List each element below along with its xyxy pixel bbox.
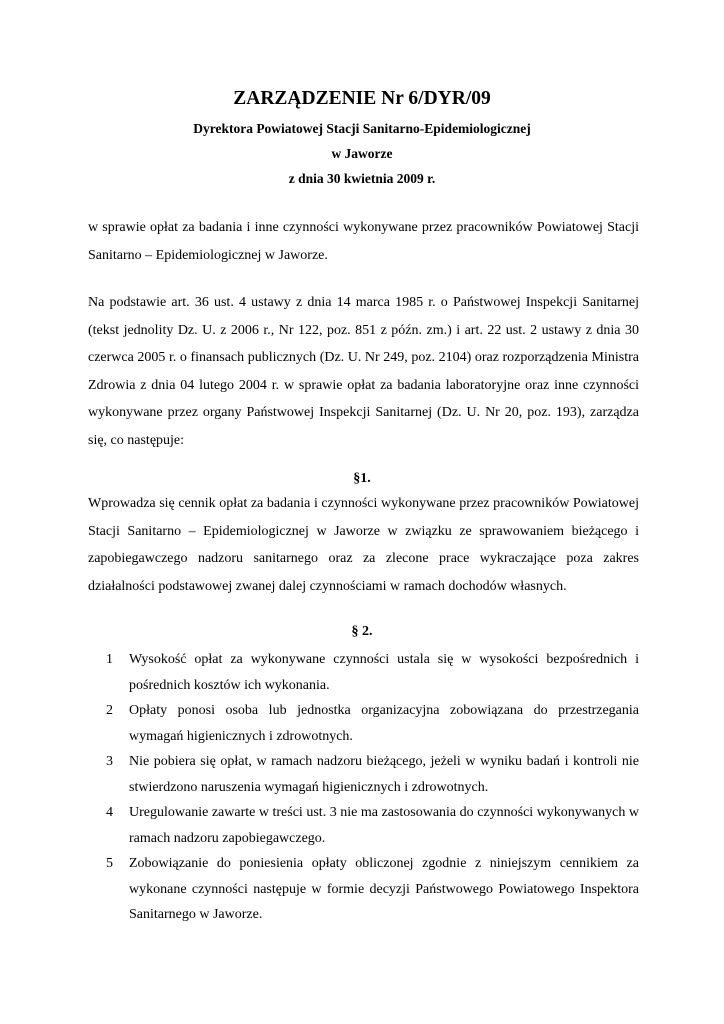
date-line: z dnia 30 kwietnia 2009 r. [288, 171, 436, 186]
list-item-number: 2 [106, 703, 113, 718]
section-1-heading: §1. [353, 471, 371, 486]
list-item [88, 647, 639, 698]
list-item-text: Opłaty ponosi osoba lub jednostka organizacyjna zobowiązana do przestrzegania wymagań higienicznych i zdrowotnych. [129, 703, 639, 744]
list-item [88, 749, 639, 800]
section-2-heading: § 2. [351, 624, 373, 639]
list-item-text: Nie pobiera się opłat, w ramach nadzoru bieżącego, jeżeli w wyniku badań i kontroli nie stwierdzono naruszenia wymagań higienicznych i zdrowotnych. [129, 754, 639, 795]
document-title: ZARZĄDZENIE Nr 6/DYR/09 [233, 88, 491, 109]
list-item [88, 800, 639, 851]
subject-paragraph: w sprawie opłat za badania i inne czynności wykonywane przez pracowników Powiatowej Stacji Sanitarno – Epidemiologicznej w Jaworze. [88, 220, 639, 263]
legal-basis-paragraph: Na podstawie art. 36 ust. 4 ustawy z dnia 14 marca 1985 r. o Państwowej Inspekcji Sanitarnej (tekst jednolity Dz. U. z 2006 r., Nr 122, poz. 851 z późn. zm.) i art. 22 ust. 2 ustawy z dnia 30 czerwca 2005 r. o finansach publicznych (Dz. U. Nr 249, poz. 2104) oraz rozporządzenia Ministra Zdrowia z dnia 04 lutego 2004 r. w sprawie opłat za badania laboratoryjne oraz inne czynności wykonywane przez organy Państwowej Inspekcji Sanitarnej (Dz. U. Nr 20, poz. 193), zarządza się, co następuje: [88, 295, 639, 448]
list-item-number: 3 [106, 754, 113, 769]
list-item-number: 1 [106, 652, 113, 667]
list-item [88, 698, 639, 749]
list-item [88, 851, 639, 928]
list-item-number: 5 [106, 856, 113, 871]
list-item-text: Uregulowanie zawarte w treści ust. 3 nie ma zastosowania do czynności wykonywanych w ramach nadzoru zapobiegawczego. [129, 805, 639, 846]
issuer-line: Dyrektora Powiatowej Stacji Sanitarno-Epidemiologicznej [193, 121, 531, 136]
location-line: w Jaworze [331, 146, 393, 161]
list-item-text: Wysokość opłat za wykonywane czynności ustala się w wysokości bezpośrednich i pośrednich kosztów ich wykonania. [129, 652, 639, 693]
section-2-list [88, 647, 639, 928]
section-1-text: Wprowadza się cennik opłat za badania i czynności wykonywane przez pracowników Powiatowej Stacji Sanitarno – Epidemiologicznej w Jaworze w związku ze sprawowaniem bieżącego i zapobiegawczego nadzoru sanitarnego oraz za zlecone prace wykraczające poza zakres działalności podstawowej zwanej dalej czynnościami w ramach dochodów własnych. [88, 496, 639, 594]
list-item-text: Zobowiązanie do poniesienia opłaty obliczonej zgodnie z niniejszym cennikiem za wykonane czynności następuje w formie decyzji Państwowego Powiatowego Inspektora Sanitarnego w Jaworze. [129, 856, 639, 922]
list-item-number: 4 [106, 805, 113, 820]
